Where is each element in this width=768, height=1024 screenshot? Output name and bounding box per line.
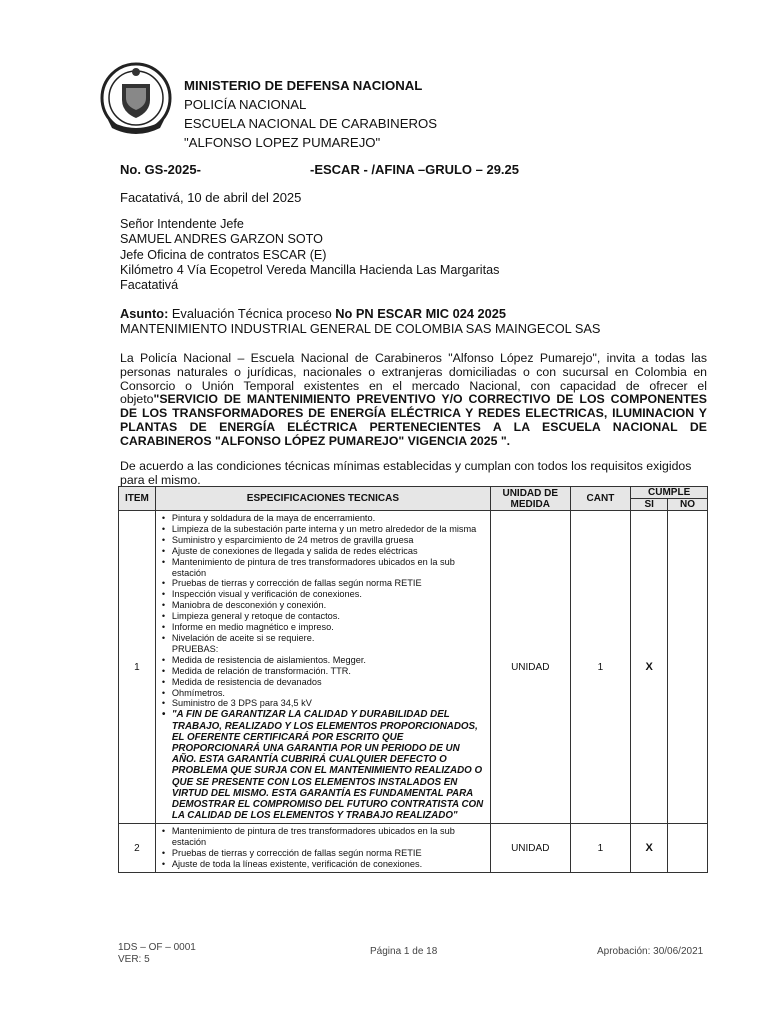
page-number: Página 1 de 18	[370, 946, 438, 957]
spec-item: • Pintura y soldadura de la maya de encerramiento.	[172, 513, 486, 524]
header-complies: CUMPLE	[631, 487, 708, 499]
recipient-name: SAMUEL ANDRES GARZON SOTO	[120, 232, 323, 247]
school-honoree: "ALFONSO LOPEZ PUMAREJO"	[184, 135, 381, 150]
subject-text: Evaluación Técnica proceso	[168, 306, 336, 321]
document-code: -ESCAR - /AFINA –GRULO – 29.25	[310, 162, 520, 177]
qty-cell: 1	[570, 824, 631, 873]
unit-cell: UNIDAD	[490, 824, 570, 873]
spec-item: • Informe en medio magnético e impreso.	[172, 622, 486, 633]
spec-item: • Nivelación de aceite si se requiere.	[172, 633, 486, 644]
spec-item: • Maniobra de desconexión y conexión.	[172, 600, 486, 611]
spec-item: • Ajuste de toda la líneas existente, verificación de conexiones.	[172, 859, 486, 870]
footer-form	[118, 942, 196, 966]
header-item: ITEM	[119, 487, 156, 511]
recipient-address: Kilómetro 4 Vía Ecopetrol Vereda Mancilla Hacienda Las Margaritas	[120, 262, 500, 277]
spec-item: • Medida de relación de transformación. TTR.	[172, 666, 486, 677]
spec-item: • Mantenimiento de pintura de tres transformadores ubicados en la sub estación	[172, 557, 486, 579]
header-no: NO	[668, 499, 708, 511]
header-qty: CANT	[570, 487, 631, 511]
police-seal-icon	[98, 58, 174, 142]
table-row	[119, 511, 708, 824]
form-version: VER: 5	[118, 954, 150, 965]
unit-cell: UNIDAD	[490, 511, 570, 824]
form-code: 1DS – OF – 0001	[118, 942, 196, 953]
spec-cell	[155, 824, 490, 873]
recipient-position: Jefe Oficina de contratos ESCAR (E)	[120, 247, 327, 262]
spec-cell	[155, 511, 490, 824]
spec-item: • Suministro de 3 DPS para 34,5 kV	[172, 698, 486, 709]
item-number: 1	[119, 511, 156, 824]
spec-item: • Ohmímetros.	[172, 688, 486, 699]
spec-item: • Inspección visual y verificación de conexiones.	[172, 589, 486, 600]
recipient-block	[120, 217, 499, 293]
spec-list	[156, 513, 490, 821]
document-number: No. GS-2025-	[120, 162, 201, 177]
institution-header	[184, 76, 437, 152]
contract-object: "SERVICIO DE MANTENIMIENTO PREVENTIVO Y/O CORRECTIVO DE LOS COMPONENTES DE LOS TRANSFORMADORES DE ENERGÍA ELÉCTRICA Y REDES ELECTRICAS, ILUMINACION Y PLANTAS DE ENERGÍA ELÉCTRICA PERTENECIENTES A LA ESCUELA NACIONAL DE CARABINEROS "ALFONSO LÓPEZ PUMAREJO" VIGENCIA 2025 ".	[120, 392, 707, 448]
police-name: POLICÍA NACIONAL	[184, 97, 307, 112]
school-name: ESCUELA NACIONAL DE CARABINEROS	[184, 116, 438, 131]
guarantee-clause: • "A FIN DE GARANTIZAR LA CALIDAD Y DURABILIDAD DEL TRABAJO, REALIZADO Y LOS ELEMENTOS PROPORCIONADOS, EL OFERENTE CERTIFICARÁ POR ESCRITO QUE PROPORCIONARÁ UNA GARANTIA POR UN PERIODO DE UN AÑO. ESTA GARANTÍA CUBRIRÁ CUALQUIER DEFECTO O PROBLEMA QUE SURJA CON EL MANTENIMIENTO REALIZADO O QUE SE PRESENTE CON LOS ELEMENTOS INSTALADOS EN VIRTUD DEL MISMO. ESTA GARANTÍA ES FUNDAMENTAL PARA DEMOSTRAR EL COMPROMISO DEL FUTURO CONTRATISTA CON LA CALIDAD DE LOS ELEMENTOS Y TRABAJO REALIZADO"	[172, 709, 486, 821]
spec-item: • Pruebas de tierras y corrección de fallas según norma RETIE	[172, 848, 486, 859]
recipient-title: Señor Intendente Jefe	[120, 217, 244, 231]
document-date: Facatativá, 10 de abril del 2025	[120, 190, 302, 205]
conditions-paragraph: De acuerdo a las condiciones técnicas mínimas establecidas y cumplan con todos los requisitos exigidos para el mismo.	[120, 459, 692, 487]
spec-item: • Mantenimiento de pintura de tres transformadores ubicados en la sub estación	[172, 826, 486, 848]
intro-text: La Policía Nacional – Escuela Nacional de Carabineros "Alfonso López Pumarejo", invita a todas las personas naturales o jurídicas, nacionales o extranjeras domiciliadas o con sucursal en Colombia en Consorcio o Unión Temporal existentes en el mercado Nacional, con capacidad de ofrecer el objeto	[120, 351, 707, 407]
spec-list	[156, 826, 490, 870]
header-yes: SI	[631, 499, 668, 511]
complies-yes-cell: X	[631, 824, 668, 873]
specifications-table	[118, 486, 708, 873]
table-row	[119, 824, 708, 873]
header-unit: UNIDAD DE MEDIDA	[490, 487, 570, 511]
spec-item: • Limpieza general y retoque de contactos.	[172, 611, 486, 622]
item-number: 2	[119, 824, 156, 873]
complies-yes-cell: X	[631, 511, 668, 824]
approval-date: Aprobación: 30/06/2021	[597, 946, 704, 957]
subject-block	[120, 306, 600, 336]
spec-item: • Ajuste de conexiones de llegada y salida de redes eléctricas	[172, 546, 486, 557]
ministry-name: MINISTERIO DE DEFENSA NACIONAL	[184, 78, 423, 93]
header-spec: ESPECIFICACIONES TECNICAS	[155, 487, 490, 511]
spec-item: • Suministro y esparcimiento de 24 metros de gravilla gruesa	[172, 535, 486, 546]
spec-item: • Medida de resistencia de aislamientos. Megger.	[172, 655, 486, 666]
spec-item: • Pruebas de tierras y corrección de fallas según norma RETIE	[172, 578, 486, 589]
subject-process: No PN ESCAR MIC 024 2025	[335, 306, 506, 321]
subject-company: MANTENIMIENTO INDUSTRIAL GENERAL DE COLOMBIA SAS MAINGECOL SAS	[120, 321, 601, 336]
qty-cell: 1	[570, 511, 631, 824]
subject-label: Asunto:	[120, 306, 169, 321]
complies-no-cell	[668, 824, 708, 873]
spec-item: PRUEBAS:	[171, 643, 219, 654]
spec-item: • Medida de resistencia de devanados	[172, 677, 486, 688]
spec-item: • Limpieza de la subestación parte interna y un metro alrededor de la misma	[172, 524, 486, 535]
recipient-city: Facatativá	[120, 278, 179, 293]
complies-no-cell	[668, 511, 708, 824]
intro-paragraph	[120, 352, 707, 449]
